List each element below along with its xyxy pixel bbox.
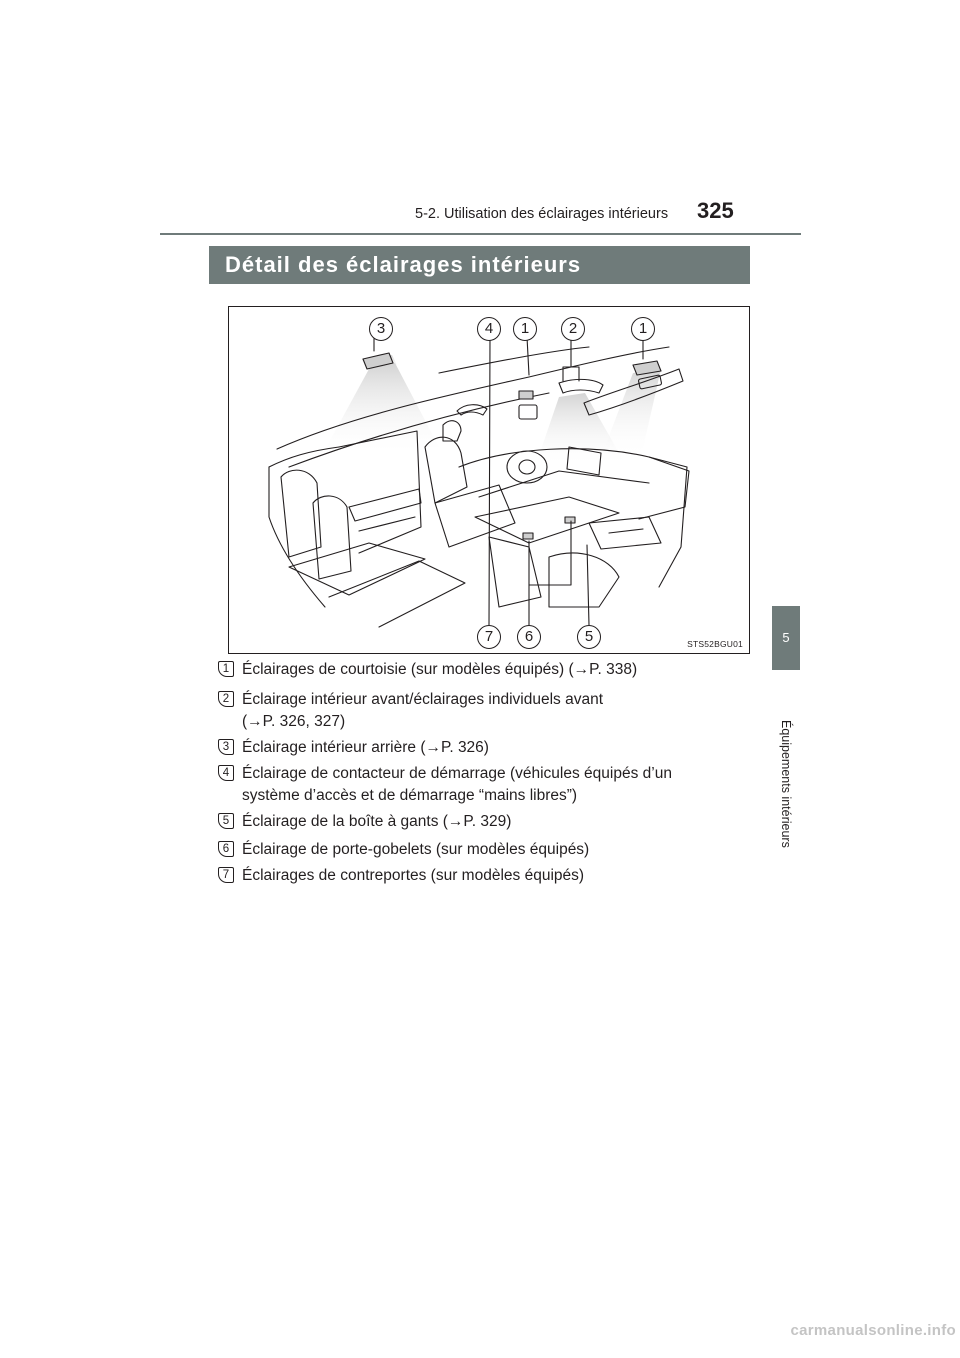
- callout-bottom-2: 6: [517, 625, 541, 649]
- legend-number: 4: [218, 765, 234, 781]
- page-number: 325: [697, 198, 734, 223]
- legend-text: Éclairages de contreportes (sur modèles équipés): [242, 867, 585, 884]
- callout-top-1: 3: [369, 317, 393, 341]
- legend-number: 6: [218, 841, 234, 857]
- callout-top-2: 4: [477, 317, 501, 341]
- section-title: 5-2. Utilisation des éclairages intérieurs: [415, 206, 669, 222]
- legend-number: 3: [218, 739, 234, 755]
- callout-top-4: 2: [561, 317, 585, 341]
- legend-text-line2: système d’accès et de démarrage “mains libres”): [242, 787, 578, 804]
- legend-text: Éclairage de porte-gobelets (sur modèles équipés): [242, 841, 590, 858]
- legend-text: Éclairage de contacteur de démarrage (véhicules équipés d’un: [242, 765, 672, 782]
- page-title: Détail des éclairages intérieurs: [209, 246, 750, 284]
- legend-text: Éclairage intérieur avant/éclairages individuels avant: [242, 691, 604, 708]
- legend-number: 2: [218, 691, 234, 707]
- legend-text: Éclairage intérieur arrière (→P. 326): [242, 739, 489, 756]
- watermark: carmanualsonline.info: [790, 1322, 956, 1339]
- legend-text-line2: (→P. 326, 327): [242, 713, 346, 730]
- legend-text: Éclairages de courtoisie (sur modèles équipés) (→P. 338): [242, 661, 638, 678]
- chapter-tab: 5: [772, 606, 800, 670]
- legend-number: 1: [218, 661, 234, 677]
- callout-top-3: 1: [513, 317, 537, 341]
- car-interior-illustration: [229, 307, 749, 653]
- legend-number: 7: [218, 867, 234, 883]
- header-divider: [160, 233, 801, 235]
- legend-text: Éclairage de la boîte à gants (→P. 329): [242, 813, 512, 830]
- interior-lights-figure: [228, 306, 750, 654]
- callout-top-5: 1: [631, 317, 655, 341]
- figure-code: STS52BGU01: [687, 639, 743, 649]
- callout-bottom-3: 5: [577, 625, 601, 649]
- chapter-label: Équipements intérieurs: [779, 720, 793, 848]
- legend-number: 5: [218, 813, 234, 829]
- callout-bottom-1: 7: [477, 625, 501, 649]
